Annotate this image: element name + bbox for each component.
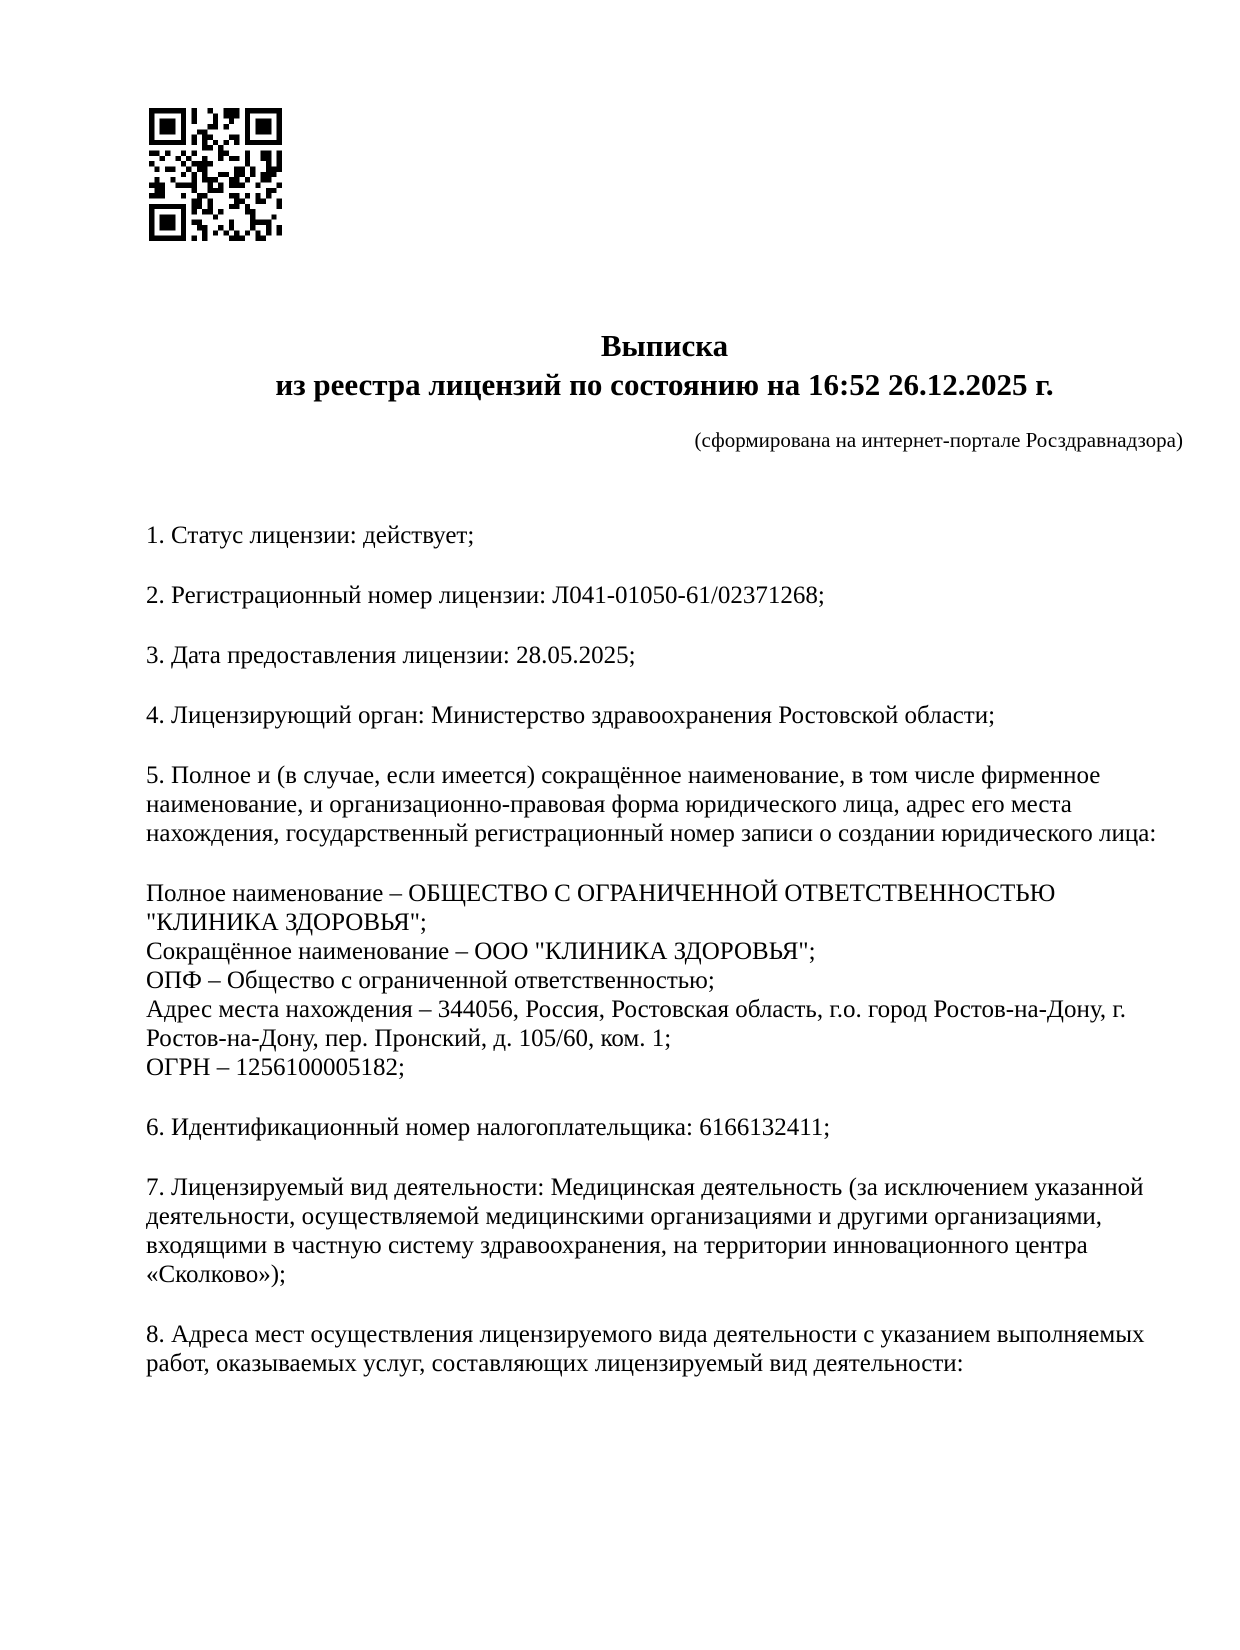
paragraph-activity-addresses: 8. Адреса мест осуществления лицензируемого вида деятельности с указанием выполняемых работ, оказываемых услуг, составляющих лицензируемый вид деятельности: xyxy=(146,1321,1145,1377)
document-header xyxy=(146,326,1183,453)
entity-address: Адрес места нахождения – 344056, Россия, Ростовская область, г.о. город Ростов-на-Дону, г. Ростов-на-Дону, пер. Пронский, д. 105/60, ком. 1; xyxy=(146,996,1127,1052)
paragraph-license-status: 1. Статус лицензии: действует; xyxy=(146,522,475,549)
paragraph-registration-number: 2. Регистрационный номер лицензии: Л041-01050-61/02371268; xyxy=(146,582,825,609)
qr-code xyxy=(149,108,282,241)
entity-legal-form: ОПФ – Общество с ограниченной ответственностью; xyxy=(146,967,715,994)
document-title xyxy=(146,326,1183,404)
qr-code-image xyxy=(149,108,282,241)
entity-details-block xyxy=(146,879,1183,1082)
paragraph-licensed-activity: 7. Лицензируемый вид деятельности: Медицинская деятельность (за исключением указанной деятельности, осуществляемой медицинскими организациями и другими организациями, входящими в частную систему здравоохранения, на территории инновационного центра «Сколково»); xyxy=(146,1174,1144,1288)
title-line-2: из реестра лицензий по состоянию на 16:52 26.12.2025 г. xyxy=(275,367,1054,402)
paragraph-license-date: 3. Дата предоставления лицензии: 28.05.2025; xyxy=(146,642,636,669)
paragraph-taxpayer-number: 6. Идентификационный номер налогоплательщика: 6166132411; xyxy=(146,1114,831,1141)
document-body xyxy=(146,521,1183,1409)
title-line-1: Выписка xyxy=(600,328,729,363)
paragraph-licensing-authority: 4. Лицензирующий орган: Министерство здравоохранения Ростовской области; xyxy=(146,702,996,729)
entity-ogrn: ОГРН – 1256100005182; xyxy=(146,1054,405,1081)
paragraph-entity-name-intro: 5. Полное и (в случае, если имеется) сокращённое наименование, в том числе фирменное наименование, и организационно-правовая форма юридического лица, адрес его места нахождения, государственный регистрационный номер записи о создании юридического лица: xyxy=(146,762,1157,847)
entity-full-name: Полное наименование – ОБЩЕСТВО С ОГРАНИЧЕННОЙ ОТВЕТСТВЕННОСТЬЮ "КЛИНИКА ЗДОРОВЬЯ"; xyxy=(146,880,1056,936)
entity-short-name: Сокращённое наименование – ООО "КЛИНИКА ЗДОРОВЬЯ"; xyxy=(146,938,816,965)
document-subtitle: (сформирована на интернет-портале Росздравнадзора) xyxy=(694,428,1183,452)
